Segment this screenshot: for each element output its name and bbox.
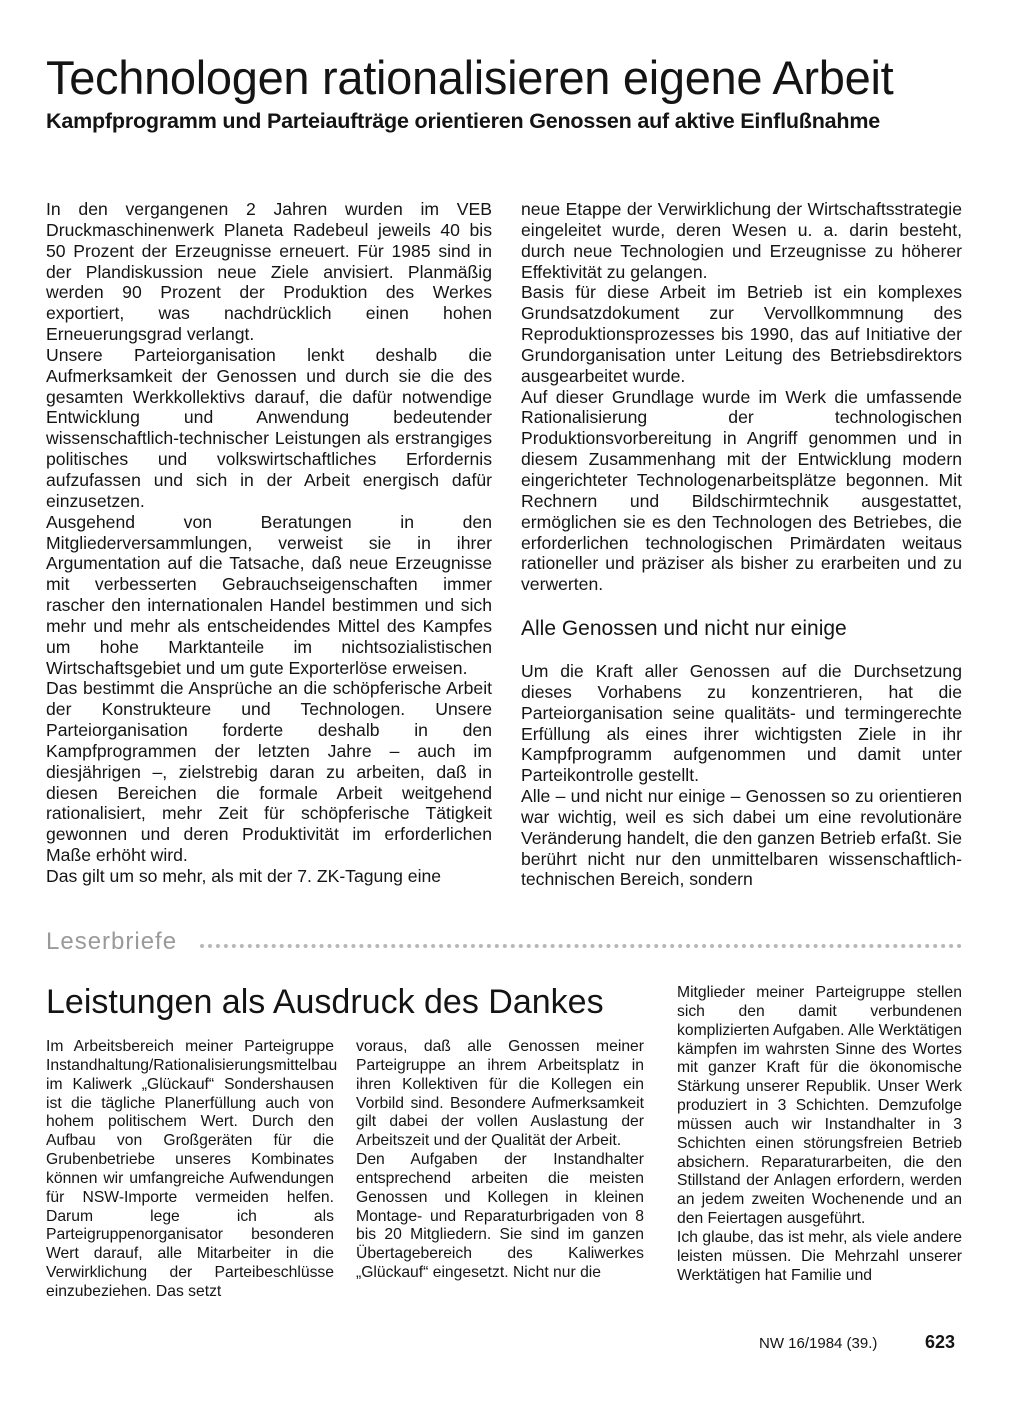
paragraph: In den vergangenen 2 Jahren wurden im VEB Druckmaschinenwerk Planeta Radebeul jeweils 40 bis 50 Prozent der Erzeugnisse erneuert. Für 1985 sind in der Plandiskussion neue Ziele anvisiert. Planmäßig werden 90 Prozent der Produktion des Werkes exportiert, was nachdrücklich einen hohen Erneuerungsgrad verlangt. (46, 199, 492, 345)
paragraph: voraus, daß alle Genossen meiner Parteigruppe an ihrem Arbeitsplatz in ihren Kollektiven für die Kollegen ein Vorbild sind. Besondere Aufmerksamkeit gilt dabei der vollen Auslastung der Arbeitszeit und der Qualität der Arbeit. (356, 1038, 644, 1150)
letter-title: Leistungen als Ausdruck des Dankes (46, 983, 604, 1021)
section-divider (200, 944, 962, 948)
article-column-right (521, 199, 962, 890)
paragraph: Ich glaube, das ist mehr, als viele andere leisten müssen. Die Mehrzahl unserer Werktätigen hat Familie und (677, 1228, 962, 1284)
section-heading: Alle Genossen und nicht nur einige (521, 617, 847, 641)
paragraph: Basis für diese Arbeit im Betrieb ist ein komplexes Grundsatzdokument zur Vervollkommnung des Reproduktionsprozesses bis 1990, das auf Initiative der Grundorganisation unter Leitung des Betriebsdirektors ausgearbeitet wurde. (521, 282, 962, 386)
letter-column-1 (46, 1038, 338, 1302)
paragraph: Unsere Parteiorganisation lenkt deshalb die Aufmerksamkeit der Genossen und durch sie die des gesamten Werkkollektivs darauf, die dafür notwendige Entwicklung und Anwendung bedeutender wissenschaftlich-technischer Leistungen als erstrangiges politisches und volkswirtschaftliches Erfordernis aufzufassen und sich in der Arbeit energisch dafür einzusetzen. (46, 344, 492, 511)
paragraph: Auf dieser Grundlage wurde im Werk die umfassende Rationalisierung der technologischen Produktionsvorbereitung in Angriff genommen und in diesem Zusammenhang mit der Entwicklung modern eingerichteter Technologenarbeitsplätze begonnen. Mit Rechnern und Bildschirmtechnik ausgestattet, ermöglichen sie es den Technologen des Betriebes, die erforderlichen technologischen Primärdaten weitaus rationeller und präziser als bisher zu erarbeiten und zu verwerten. (521, 386, 962, 595)
leserbriefe-section-label: Leserbriefe (46, 928, 178, 955)
letter-column-3 (677, 984, 962, 1286)
paragraph: Das bestimmt die Ansprüche an die schöpferische Arbeit der Konstrukteure und Technologen. Unsere Parteiorganisation forderte deshalb in den Kampfprogrammen der letzten Jahre – auch im diesjährigen –, zielstrebig daran zu arbeiten, daß in diesen Bereichen die formale Arbeit weitgehend rationalisiert, mehr Zeit für schöpferische Tätigkeit gewonnen und deren Produktivität im erforderlichen Maße erhöht wird. (46, 678, 492, 866)
paragraph: Mitglieder meiner Parteigruppe stellen sich den damit verbundenen komplizierten Aufgaben. Alle Werktätigen kämpfen im wahrsten Sinne des Wortes mit ganzer Kraft für die ökonomische Stärkung unserer Republik. Unser Werk produziert in 3 Schichten. Demzufolge müssen auch wir Instandhalter in 3 Schichten einen störungsfreien Betrieb absichern. Reparaturarbeiten, die den Stillstand der Anlagen erfordern, werden an jedem zweiten Wochenende und an den Feiertagen ausgeführt. (677, 984, 962, 1228)
paragraph: Um die Kraft aller Genossen auf die Durchsetzung dieses Vorhabens zu konzentrieren, hat die Parteiorganisation seine qualitäts- und termingerechte Erfüllung als eines ihrer wichtigsten Ziele in ihr Kampfprogramm aufgenommen und damit unter Parteikontrolle gestellt. (521, 661, 962, 786)
paragraph: Im Arbeitsbereich meiner Parteigruppe Instandhaltung/Rationalisierungsmittelbau im Kaliwerk „Glückauf“ Sondershausen ist die tägliche Planerfüllung auch von hohem politischem Wert. Durch den Aufbau von Großgeräten für die Grubenbetriebe unseres Kombinates können wir umfangreiche Aufwendungen für NSW-Importe vermeiden helfen. Darum lege ich als Parteigruppenorganisator besonderen Wert darauf, alle Mitarbeiter in die Verwirklichung der Parteibeschlüsse einzubeziehen. Das setzt (46, 1038, 338, 1300)
paragraph: Alle – und nicht nur einige – Genossen so zu orientieren war wichtig, weil es sich dabei um eine revolutionäre Veränderung handelt, die den ganzen Betrieb erfaßt. Sie berührt nicht nur den unmittelbaren wissenschaftlich-technischen Bereich, sondern (521, 786, 962, 890)
page-number: 623 (925, 1332, 956, 1352)
article-column-left (46, 199, 492, 887)
article-subheadline: Kampfprogramm und Parteiaufträge orientieren Genossen auf aktive Einflußnahme (46, 109, 881, 133)
paragraph: neue Etappe der Verwirklichung der Wirtschaftsstrategie eingeleitet wurde, deren Wesen u. a. darin besteht, durch neue Technologien und Erzeugnisse zu höherer Effektivität zu gelangen. (521, 199, 962, 282)
article-headline: Technologen rationalisieren eigene Arbeit (46, 51, 894, 104)
paragraph: Den Aufgaben der Instandhalter entsprechend arbeiten die meisten Genossen und Kollegen in kleinen Montage- und Reparaturbrigaden von 8 bis 20 Mitgliedern. Sie sind im ganzen Übertagebereich des Kaliwerkes „Glückauf“ eingesetzt. Nicht nur die (356, 1151, 644, 1282)
letter-column-2 (356, 1038, 644, 1283)
paragraph: Ausgehend von Beratungen in den Mitgliederversammlungen, verweist sie in ihrer Argumentation auf die Tatsache, daß neue Erzeugnisse mit verbesserten Gebrauchseigenschaften immer rascher den internationalen Handel bestimmen und sich mehr und mehr als entscheidendes Mittel des Kampfes um hohe Marktanteile im nichtsozialistischen Wirtschaftsgebiet und um gute Exporterlöse erweisen. (46, 511, 492, 678)
paragraph: Das gilt um so mehr, als mit der 7. ZK-Tagung eine (46, 866, 442, 886)
issue-reference: NW 16/1984 (39.) (759, 1335, 878, 1352)
